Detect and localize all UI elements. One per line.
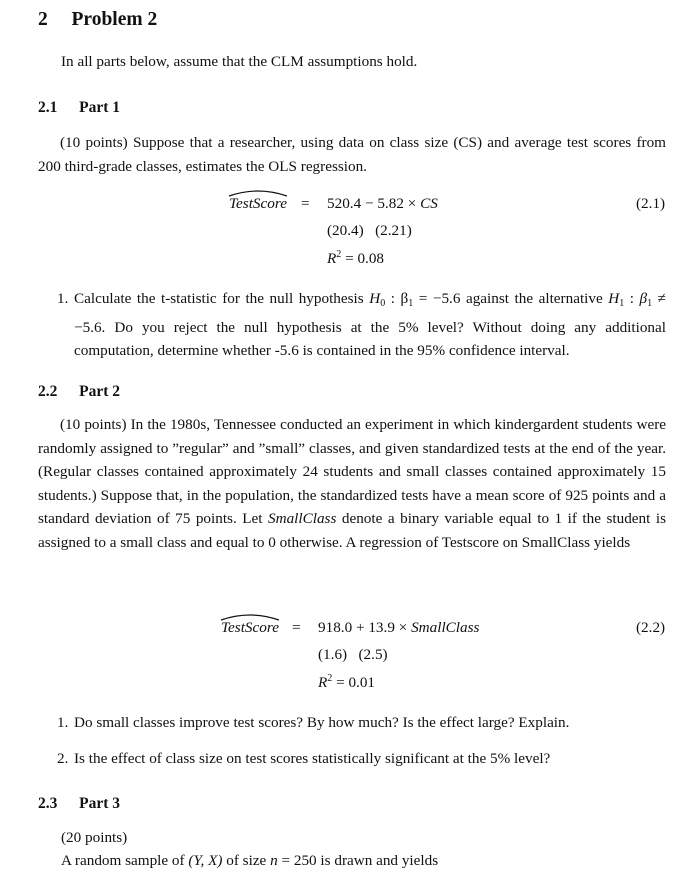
part2-question-1: 1. Do small classes improve test scores? By how much? Is the effect large? Explain. [57,714,570,731]
section-number: 2 [38,9,48,30]
part2-number: 2.2 [38,383,58,400]
part3-heading [38,795,120,813]
eq2-rel: = [292,619,301,636]
eq2-number: (2.2) [636,619,666,636]
eq1-lhs: TestScore [229,195,287,213]
eq1-r-squared: $R^2 = 0.08$ [327,249,385,267]
part2-question-2: 2. Is the effect of class size on test scores statistically significant at the 5% level? [57,750,551,767]
part1-title: Part 1 [79,99,121,116]
part3-title: Part 3 [79,795,121,812]
eq2-rhs: 918.0 + 13.9 × SmallClass [318,619,480,636]
part3-points: (20 points) [61,829,128,846]
part1-text: (10 points) Suppose that a researcher, using data on class size (CS) and average test scores from 200 third-grade classes, estimates the OLS regression. [38,134,666,175]
eq1-rhs: 520.4 − 5.82 × CS [327,195,438,212]
eq1-rel: = [301,195,310,212]
section-intro: In all parts below, assume that the CLM assumptions hold. [61,53,418,70]
part1-number: 2.1 [38,99,58,116]
eq2-lhs: TestScore [221,619,279,637]
part1-heading [38,99,120,117]
eq1-standard-errors: (20.4) (2.21) [327,222,412,239]
part2-title: Part 2 [79,383,121,400]
part3-number: 2.3 [38,795,58,812]
section-heading [38,9,157,31]
eq2-r-squared: $R^2 = 0.01$ [318,673,376,691]
part2-heading [38,383,120,401]
eq2-standard-errors: (1.6) (2.5) [318,646,388,663]
section-title: Problem 2 [71,9,158,30]
part3-text: A random sample of (Y, X) of size n = 250 is drawn and yields [61,852,439,869]
eq1-number: (2.1) [636,195,666,212]
part2-text: (10 points) In the 1980s, Tennessee conducted an experiment in which kindergardent students were randomly assigned to ”regular” and ”small” classes, and given standardized tests at the end of the year. (Regular classes contained approximately 24 students and small classes contained approximately 15 students.) Suppose that, in the population, the standardized tests have a mean score of 925 points and a standard deviation of 75 points. Let SmallClass denote a binary variable equal to 1 if the student is assigned to a small class and equal to 0 otherwise. A regression of Testscore on SmallClass yields [38,416,666,551]
part1-question-1: 1. Calculate the t-statistic for the null hypothesis $H_0$ : $\beta_1 = -5.6$ against the alternative $H_1$ : $\beta_1 \ne -5.6$. Do you reject the null hypothesis at the 5% level? Without doing any additional computation, determine whether -5.6 is contained in the 95% confidence interval. [57,290,667,359]
